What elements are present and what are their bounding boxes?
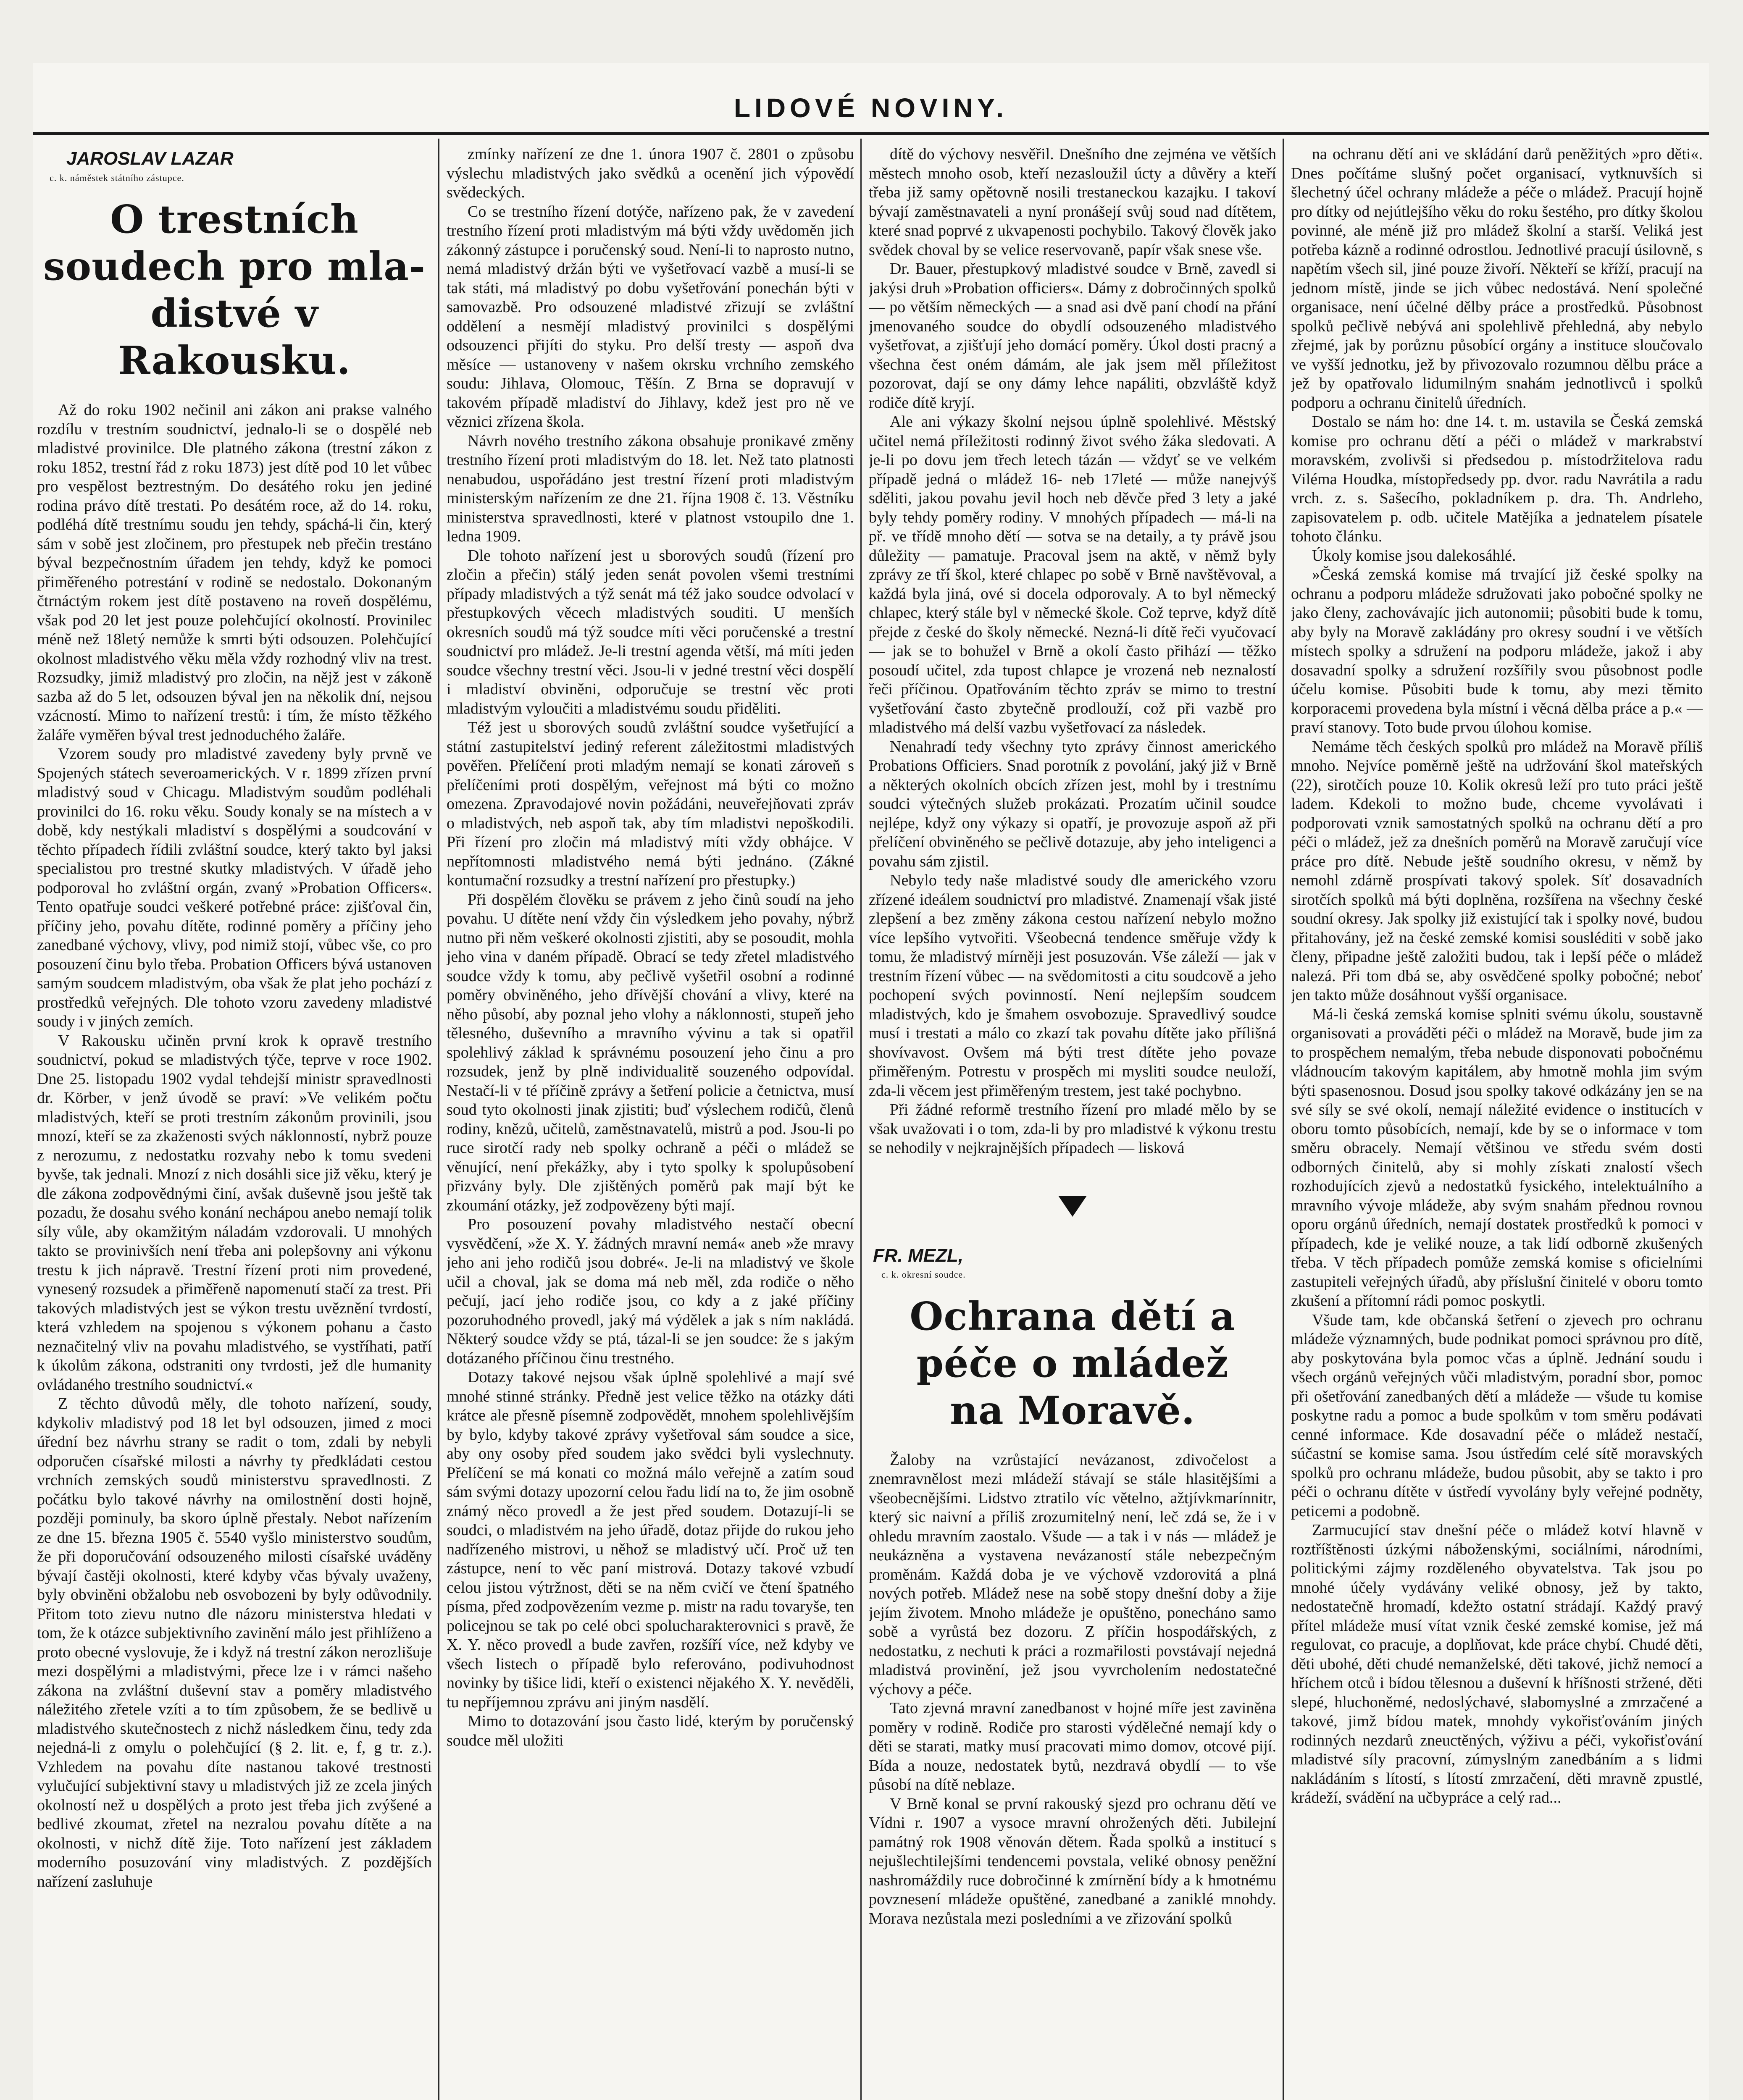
paragraph: Dotazy takové nejsou však úplně spolehlivé a mají své mnohé stinné stránky. Předně jest velice těžko na otázky dáti krátce ale přesně písemně zodpovědět, mnohem spolehlivějším by bylo, kdyby takové zprávy vyšetřoval sám soudce a sice, aby ony osoby před soudem jako svědci byli vyslechnuty. Přelíčení se má konati co možná málo veřejně a zatím soud sám svými dotazy upozorní celou řadu lidí na to, že jim osobně známý něco provedl a že jest před soudem. Dotazují-li se soudci, o mladistvém na jeho úřadě, dotaz přijde do rukou jeho nadřízeného mistrovi, u něhož se mladistvý učí. Proč už ten zástupce, není to věc paní mistrová. Dotazy takové vzbudí celou jistou výtržnost, děti se na něm cvičí ve čtení špatného písma, před zodpovězením vezme p. mistr na radu tovaryše, ten policejnou se tak po celé obci spolucharakterovnici s pravě, že X. Y. něco provedl a bude zavřen, rozšíří více, než kdyby ve všech listech o případě bylo referováno, podivuhodnost novinky by tišice lidi, kteří o existenci nějakého X. Y. nevěděli, tu nepříjemnou zprávu ani jiným nasdělí. [447, 1368, 854, 1711]
article2-author-role: c. k. okresní soudce. [881, 1269, 966, 1280]
column-rule-3 [1283, 139, 1284, 2100]
paragraph: »Česká zemská komise má trvající již české spolky na ochranu a podporu mládeže sdružovati jako pobočné spolky ne jako členy, zachovávajíc jich autonomii; působiti bude k tomu, aby byly na Moravě zakládány pro okresy soudní i ve větších místech spolky a sdružení na podporu mládeže, jakož i aby dosavadní spolky a sdružení rozšířily svou působnost podle účelu komise. Působiti bude k tomu, aby mezi těmito korporacemi provedena byla místní i věcná dělba práce a p.« — praví stanovy. Toto bude prvou úlohou komise. [1291, 566, 1703, 736]
paragraph: Ale ani výkazy školní nejsou úplně spolehlivé. Městský učitel nemá příležitosti rodinný život svého žáka sledovati. A je-li po dovu jem třech letech tázán — vždyť se ve velkém případě jedná o mládež 16- neb 17leté — může nanejvýš sděliti, jakou povahu jevil hoch neb děvče před 3 lety a jaké byly tehdy poměry rodiny. V mnohých případech — má-li na př. ve třídě mnoho dětí — sotva se na detaily, a ty právě jsou důležity — pamatuje. Pracoval jsem na aktě, v němž byly zprávy ze tří škol, které chlapec po sobě v Brně navštěvoval, a každá byla jiná, ové si docela odporovaly. A to byl německý chlapec, který stále byl v německé škole. Což teprve, když dítě přejde z české do školy německé. Nezná-li dítě řeči vyučovací — jak se to bohužel v Brně a okolí často přihází — těžko posoudí učitel, zda tupost chlapce je vrozená neb neznalostí řeči příčinou. Opatřováním těchto zpráv se mimo to trestní vyšetřování často zbytečně prodlouží, což při vazbě pro mladistvého má delší vazbu vyšetřovací za následek. [869, 413, 1276, 736]
paragraph: Tato zjevná mravní zanedbanost v hojné míře jest zaviněna poměry v rodině. Rodiče pro starosti výdělečné nemají kdy o děti se starati, matky musí pracovati mimo domov, otcové pijí. Bída a nouze, nedostatek bytů, nezdravá obydlí — to vše působí na dítě neblaze. [869, 1699, 1276, 1793]
masthead [33, 92, 1709, 130]
article1-headline [37, 196, 432, 384]
paragraph: Co se trestního řízení dotýče, nařízeno pak, že v zavedení trestního řízení proti mladistvým má býti vždy uvědoměn jich zákonný zástupce i poručenský soud. Není-li to naprosto nutno, nemá mladistvý držán býti ve vyšetřovací vazbě a musí-li se tak státi, má mladistvý po dobu vyšetřování ponechán býti v samovazbě. Pro odsouzené mladistvé zřizují se zvláštní oddělení a nesmějí mladistvý provinilci s dospělými odsouzenci přijíti do styku. Pro delší tresty — aspoň dva měsíce — ustanoveny v našem okrsku vrchního zemského soudu: Jihlava, Olomouc, Těšín. Z Brna se dopravují v takovém případě mladiství do Jihlavy, kdež jest pro ně ve věznici zřízena škola. [447, 202, 854, 430]
paragraph: Nemáme těch českých spolků pro mládež na Moravě příliš mnoho. Nejvíce poměrně ještě na udržování škol mateřských (22), sirotčích pouze 10. Kolik okresů leží pro tuto práci ještě ladem. Kdekoli to možno bude, chceme vyvolávati i podporovati vznik samostatných spolků na ochranu dětí a pro péči o mládež, jež za dnešních poměrů na Moravě zaručují více práce pro dítě. Nebude ještě soudního okresu, v němž by nemohl zdárně prospívati takový spolek. Síť dosavadních sirotčích spolků má býti doplněna, rozšířena na všechny české soudní okresy. Jak spolky již existující tak i spolky nové, budou přitahovány, jež na české zemské komisi sousléditi v sobě jako členy, připadne ještě založiti budou, tak i lepší péče o mládež nalezá. Při tom dbá se, aby osvědčené spolky pobočné; neboť jen takto může dosáhnout vyšší organisace. [1291, 738, 1703, 1004]
column-1 [37, 145, 432, 2100]
paragraph: Dr. Bauer, přestupkový mladistvé soudce v Brně, zavedl si jakýsi druh »Probation officiers«. Dámy z dobročinných spolků — po větším německých — a snad asi dvě paní chodí na přání jmenovaného soudce do obydlí odsouzeného mladistvého vyšetřovat, a zjišťují jeho domácí poměry. Úkol dosti pracný a všechna čest oném dámám, ale jak jsem měl příležitost pozorovat, dají se ony dámy lehce napáliti, obzvláště když rodiče dítě kryjí. [869, 260, 1276, 412]
article2-headline-line1: Ochrana dětí a péče o mládež [910, 1293, 1236, 1386]
paragraph: zmínky nařízení ze dne 1. února 1907 č. 2801 o způsobu výslechu mladistvých jako svědků a ocenění jich výpovědí svědeckých. [447, 145, 854, 201]
paragraph: Nebylo tedy naše mladistvé soudy dle amerického vzoru zřízené ideálem soudnictví pro mladistvé. Znamenají však jisté zlepšení a bez změny zákona cestou nařízení nebylo možno více lepšího vytvořiti. Všeobecná tendence směřuje vždy k tomu, že mladistvý mírněji jest posuzován. Vše záleží — jak v trestním řízení vůbec — na svědomitosti a citu soudcově a jeho pochopení svých povinností. Není nejlepším soudcem mladistvých, kdo je šmahem osvobozuje. Spravedlivý soudce musí i trestati a málo co zkazí tak povahu dítěte jako přílišná shovívavost. Ovšem má býti trest dítěte jeho povaze přiměřeným. Potrestu v prospěch mi mysliti soudce neuloží, zda-li věcem jest přiměřeným trestem, jest také pochybno. [869, 872, 1276, 1100]
article1-column2-body [447, 145, 854, 1750]
paragraph: V Rakousku učiněn první krok k opravě trestního soudnictví, pokud se mladistvých týče, teprve v roce 1902. Dne 25. listopadu 1902 vydal tehdejší ministr spravedlnosti dr. Körber, v jenž úvodě se praví: »Ve velikém počtu mladistvých, kteří se proti trestním zákonům provinili, jsou mnozí, kteří se za zkaženosti svých náklonností, nybrž pouze z nerozumu, z nedostatku rozvahy nebo k tomu svedeni byvše, tak jednali. Mnozí z nich dosáhli sice již věku, který je dle zákona zodpovědnými činí, avšak duševně jsou ještě tak pozadu, že dosahu svého konání nechápou anebo nemají tolik síly vůle, aby okamžitým náladám vzdorovali. U mnohých takto se provinivších není třeba ani polepšovny ani výkonu trestu k jich nápravě. Trestní řízení proti nim provedené, vynesený rozsudek a přiměřeně napomenutí stačí za trest. Při takových mladistvých jest se výkon trestu uvěznění tvrdostí, která vzhledem na spojenou s výkonem pohanu a často neznačitelný vliv na povahu mladistvého, se vystříhati, patří k úkolům zákona, odstraniti ony tvrdosti, jež dle humanity ovládaného trestního soudnictví.« [37, 1032, 432, 1394]
newspaper-page [33, 63, 1709, 2100]
paragraph: Vzorem soudy pro mladistvé zavedeny byly prvně ve Spojených státech severoamerických. V r. 1899 zřízen první mladistvý soud v Chicagu. Mladistvým soudům podléhali provinilci do 16. roku věku. Soudy konaly se na místech a v době, kdy nestýkali mladiství s dospělými a soudcování v těchto případech řídili zvláštní soudce, který takto byl jaksi specialistou pro trestné skutky mladistvých. V úřadě jeho podporoval ho zvláštní orgán, zvaný »Probation Officers«. Tento opatřuje soudci veškeré potřebné práce: zjišťoval čin, příčiny jeho, povahu dítěte, rodinné poměry a příčiny jeho zanedbané výchovy, vlivy, pod nimiž stojí, vůbec vše, co pro posouzení činu bylo třeba. Probation Officers bývá ustanoven samým soudcem mladistvým, oba však že plat jeho pochází z prostředků veřejných. Dle tohoto vzoru zavedeny mladistvé soudy i v jiných zemích. [37, 745, 432, 1030]
paragraph: Dostalo se nám ho: dne 14. t. m. ustavila se Česká zemská komise pro ochranu dětí a péči o mládež v markrabství moravském, zvolivši si předsedou p. místodržitelova radu Viléma Houdka, místopředsedy pp. dvor. radu Navrátila a radu vrch. z. s. Sašecího, pokladníkem p. dra. Th. Andrleho, zapisovatelem p. odb. učitele Matějíka a jednatelem písatele tohoto článku. [1291, 413, 1703, 545]
column-2 [447, 145, 854, 2100]
masthead-title: LIDOVÉ NOVINY. [733, 93, 1008, 123]
paragraph: Z těchto důvodů měly, dle tohoto nařízení, soudy, kdykoliv mladistvý pod 18 let byl odsouzen, jimed z moci úřední bez návrhu strany se radit o tom, zdali by nebyli odporučen císařské milosti a návrhy ty předkládati cestou vrchních zemských soudů ministerstvu spravedlnosti. Z počátku bylo takové návrhy na omilostnění dosti hojně, později pominuly, ba skoro úplně přestaly. Nebot nařízením ze dne 15. března 1905 č. 5540 vyšlo ministerstvo soudům, že při doporučování odsouzeného milosti císařské uváděny bývají častěji okolnosti, které kdyby včas bývaly uvaženy, byly obviněni obžalobu neb osvobozeni by byly odůvodnily. Přitom toto zievu nutno dle názoru ministerstva hledati v tom, že k otázce subjektivního zavinění málo jest přihlíženo a proto obecné vyslovuje, že i když ná trestní zákon nerozlišuje mezi dospělými a mladistvými, přece lze i v rámci našeho zákona na zvláštní duševní stav a poměry mladistvého náležitého zřetele vzíti a to tím způsobem, že se bedlivě u mladistvého skutečnostech z nichž následkem činu, tedy zda nejedná-li z omylu o polehčující (§ 2. lit. e, f, g tr. z.). Vzhledem na povahu díte nastanou takové trestnosti vylučující subjektivní stavy u mladistvých již ze zcela jiných okolností než u dospělých a proto jest třeba jich zvýšené a bedlivé zkoumat, zřetel na nezralou povahu dítěte a na okolnosti, v nichž dítě žije. Toto nařízení jest základem moderního posuzování viny mladistvých. Z pozdějších nařízení zasluhuje [37, 1395, 432, 1890]
paragraph: V Brně konal se první rakouský sjezd pro ochranu dětí ve Vídni r. 1907 a vysoce mravní ohrožených děti. Jubilejní památný rok 1908 věnován dětem. Řada spolků a institucí s nejušlechtilejšími tendencemi povstala, veliké obnosy peněžní nashromáždily ruce dobročinné k zmírnění bídy a k hmotnému povznesení mládeže opuštěné, zanedbané a zaniklé mnohdy. Morava nezůstala mezi posledními a ve zřizování spolků [869, 1795, 1276, 1927]
paragraph: Až do roku 1902 nečinil ani zákon ani prakse valného rozdílu v trestním soudnictví, jednalo-li se o dospělé neb mladistvé provinilce. Dle platného zákona (trestní zákon z roku 1852, trestní řád z roku 1873) jest dítě pod 10 let vůbec pro vespělost beztrestným. Do desátého roku jen jediné rodina právo dítě trestati. Po desátém roce, až do 14. roku, podléhá dítě trestnímu soudu jen tehdy, spáchá-li čin, který sám v sobě jest zločinem, pro přestupek neb přečin trestáno býval bezpečnostním úřadem jen tehdy, když ke pomoci přiměřeného potrestání v rodině se nedostalo. Dokonaným čtrnáctým rokem jest dítě postaveno na roveň dospělému, však pod 20 let jest pouze polehčující okolností. Provinilec méně než 18letý nemůže k smrti býti odsouzen. Polehčující okolnost mladistvého věku měla vždy rozhodný vliv na trest. Rozsudky, jimiž mladistvý pro zločin, na nějž jest v zákoně sazba až do 5 let, odsouzen býval jen na několik dní, nejsou vzácností. Mimo to nařízení trestů: i tím, že místo těžkého žaláře vyměřen býval trest jednoduchého žaláře. [37, 401, 432, 744]
column-rule-2 [860, 139, 862, 2100]
article1-column1-body [37, 401, 432, 1891]
paragraph: Návrh nového trestního zákona obsahuje pronikavé změny trestního řízení proti mladistvým do 18. let. Než tato platnosti nenabudou, uspořádáno jest trestní řízení proti mladistvým ministerským nařízením ze dne 21. října 1908 č. 13. Věstníku ministerstva spravedlnosti, které v platnost vstoupilo dne 1. ledna 1909. [447, 432, 854, 545]
column-rule-1 [438, 139, 439, 2100]
paragraph: Též jest u sborových soudů zvláštní soudce vyšetřující a státní zastupitelství jediný referent záležitostmi mladistvých pověřen. Přelíčení proti mladým nemají se konati zároveň s přelíčeními proti dospělým, veřejnost má býti co možno omezena. Zpravodajové novin požádáni, neuveřejňovati zpráv o mladistvých, neb aspoň tak, aby tím mladistvi nepoškodili. Při řízení pro zločin má mladistvý míti vždy obhájce. V nepřítomnosti mladistvého nemá býti jednáno. (Zákné kontumační rozsudky a trestní nařízení pro přestupky.) [447, 719, 854, 889]
paragraph: na ochranu dětí ani ve skládání darů peněžitých »pro děti«. Dnes počítáme slušný počet organisací, vytknuvších si šlechetný účel ochrany mládeže a péče o mládež. Pracují hojně pro dítky od nejútlejšího věku do roku šestého, pro dítky školou povinné, ale méně již pro mládež školní a starší. Veliká jest potřeba kázně a rodinné odrostlou. Jednotlivé pracují úsilovně, s napětím všech sil, jiné pouze živoří. Někteří se kříží, pracují na jednom místě, jinde se jich vůbec nedostává. Není společné organisace, není účelné dělby práce a prostředků. Působnost spolků pečlivě nebývá ani spolehlivě přehledná, aby nebylo zřejmé, jak by porůznu působící orgány a instituce sloučovalo ve vyšší jednotku, jež by přivozovalo rozumnou dělbu práce a jež by opatřovalo lidumilným snahám jednotlivců i spolků podporu a ochranu činitelů úředních. [1291, 145, 1703, 412]
paragraph: Nenahradí tedy všechny tyto zprávy činnost amerického Probations Officiers. Snad porotník z povolání, jaký již v Brně a některých okolních obcích zřízen jest, mohl by i trestnímu soudci výtečných služeb prokázati. Prozatím učinil soudce nejlépe, když ony výkazy si opatří, je provozuje aspoň až při přelíčení obviněného se pečlivě dotazuje, aby jeho inteligenci a povahu sám zjistil. [869, 738, 1276, 870]
column-3 [869, 145, 1276, 2100]
paragraph: Při dospělém člověku se právem z jeho činů soudí na jeho povahu. U dítěte není vždy čin výsledkem jeho povahy, nýbrž nutno při něm veškeré okolnosti zjistiti, aby se posoudit, mohla jeho vina v daném případě. Obrací se tedy zřetel mladistvého soudce vždy k tomu, aby pečlivě vyšetřil osobní a rodinné poměry obviněného, jeho dřívější chování a vlivy, které na něho působí, aby poznal jeho vlohy a náklonnosti, stupeň jeho tělesného, duševního a mravního vývinu a tak si opatřil spolehlivý základ k správnému posouzení jeho činu a pro rozsudek, jenž by plně individualitě souzeného odpovídal. Nestačí-li v té příčině zprávy a šetření policie a četnictva, musí soud tyto okolnosti jinak zjistiti; buď výslechem rodičů, členů rodiny, knězů, učitelů, zaměstnavatelů, mistrů a pod. Jsou-li po ruce sirotčí rady neb spolky ochraně a péči o mládež se věnující, není překážky, aby i tyto spolky k spolupůsobení přizvány byly. Dle zjištěných poměrů pak mají být ke zkoumání otázky, jež zodpovězeny býti mají. [447, 890, 854, 1214]
article2-author: FR. MEZL, [873, 1245, 964, 1266]
paragraph: Při žádné reformě trestního řízení pro mladé mělo by se však uvažovati i o tom, zda-li by pro mladistvé k výkonu trestu se nehodily v nejkrajnějších případech — lisková [869, 1101, 1276, 1157]
paragraph: dítě do výchovy nesvěřil. Dnešního dne zejména ve větších městech mnoho osob, kteří nezasloužil úcty a důvěry a kteří třeba již samy opětovně nosili trestaneckou kazajku. I takoví bývají zaměstnavateli a nyní pronášejí svůj soud nad dítětem, které snad poprvé z ukvapenosti pochybilo. Takový člověk jako svědek choval by se velice reservovaně, papír však snese vše. [869, 145, 1276, 259]
paragraph: Mimo to dotazování jsou často lidé, kterým by poručenský soudce měl uložiti [447, 1712, 854, 1749]
article2-column4-body [1291, 145, 1703, 1808]
paragraph: Všude tam, kde občanská šetření o zjevech pro ochranu mládeže významných, bude podnikat pomoci správnou pro dítě, aby poskytována byla pomoc včas a úplně. Jednání soudu i všech orgánů veřejných vůči mladistvým, poradní sbor, pomoc při ošetřování zanedbaných dětí a mládeže — všude tu komise poskytne radu a pomoc a bude spolkům v tom směru podávati cenné informace. Kde dosavadní péče o mládež nestačí, súčastní se komise sama. Jsou ústředím celé sítě moravských spolků pro ochranu mládeže, budou působit, aby se takto i pro péči o ochranu dítěte v ústředí vyvolány byly veřejné podněty, peticemi a podobně. [1291, 1311, 1703, 1520]
paragraph: Žaloby na vzrůstající nevázanost, zdivočelost a znemravnělost mezi mládeží stávají se stále hlasitějšími a všeobecnějšími. Lidstvo ztratilo víc větelno, ažtjívkmarínnitr, který sic naivní a příliš zrozumitelný není, leč zdá se, že i v ohledu mravním zaostalo. Všude — a tak i v nás — mládež je neukázněna a vystavena nevázaností stále nebezpečným proměnám. Každá doba je ve výchově vzdorovitá a plná nových potřeb. Mládež nese na sobě stopy dnešní doby a žije jejím životem. Mnoho mládeže je opuštěno, ponecháno samo sobě a vyrůstá bez dozoru. Z příčin hospodářských, z nedostatku, z nechuti k práci a rozmařilosti povstávají nejedná mladistvá provinění, jež jsou vyvrcholením nedostatečné výchovy a péče. [869, 1451, 1276, 1698]
article2-column3-body [869, 1451, 1276, 1929]
masthead-rule [33, 132, 1709, 135]
article1-author: JAROSLAV LAZAR [66, 148, 234, 169]
article2-headline-line2: na Moravě. [950, 1387, 1195, 1433]
article1-headline-line2: distvé v Rakousku. [118, 291, 351, 383]
article-end-triangle-icon [1058, 1196, 1087, 1217]
column-4 [1291, 145, 1703, 2100]
paragraph: Úkoly komise jsou dalekosáhlé. [1312, 546, 1516, 564]
article1-author-role: c. k. náměstek státního zástupce. [50, 172, 184, 183]
paragraph: Zarmucující stav dnešní péče o mládež kotví hlavně v roztříštěnosti úzkými náboženskými, sociálními, národními, politickými zájmy rozděleného obyvatelstva. Tak jsou po mnohé účely vydávány veliké obnosy, jež by takto, nedostatečně hromadí, kdežto ostatní strádají. Každý pravý přítel mládeže musí vítat vznik české zemské komise, jež má regulovat, co pracuje, a doplňovat, kde práce chybí. Chudé děti, děti ubohé, děti chudé nemanželské, děti takové, jichž nemocí a hříchem otců i bídou tělesnou a duševní k hříšnosti stržené, děti slepé, hluchoněmé, nedoslýchavé, slabomyslné a zmrzačené a takové, jimž bídou matek, mnohdy vykořisťováním jiných rodinných nezdarů zneuctěných, výživu a péči, vykořisťování mladistvé síly pracovní, zúmyslným zanedbáním a s lidmi nakládáním s lítostí, s lítostí zmrzačení, děti mravně zpustlé, krádeží, svádění na učbypráce a celý rad... [1291, 1521, 1703, 1806]
paragraph: Má-li česká zemská komise splniti svému úkolu, soustavně organisovati a prováděti péči o mládež na Moravě, bude jim za to prospěchem nemalým, třeba nebude disponovati pobočnému vládnoucím takovým kapitálem, aby hmotně mohla jim svým býti spasenosnou. Dosud jsou spolky takové odkázány jen se na své síly se své okolí, nemají náležité evidence o institucích v oboru tomto působících, nemají, kde by se o informace v tom směru obracely. Nemají většinou ve středu svém dosti odborných činitelů, aby si mohly získati znalostí všech rozhodujících zjevů a nedostatků fysického, intelektuálního a mravního vývoje mládeže, aby svým snahám přednou rovnou oporu orgánů úředních, nemají dostatek prostředků k pomoci v případech, kde je veliké nouze, a tak lidí odborně zkušených třeba. V těch případech pomůže zemská komise s oficielními zastupiteli veřejných úřadů, aby příslušní činitelé v oboru tomto zkušení a přítomní rádi pomoc poskytli. [1291, 1005, 1703, 1310]
article2-headline [869, 1293, 1276, 1434]
paragraph: Dle tohoto nařízení jest u sborových soudů (řízení pro zločin a přečin) stálý jeden senát povolen všemi trestními případy mladistvých a týž senát má též jako soudce odvolací v přestupkových věcech mladistvých souditi. U menších okresních soudů má týž soudce míti věci poručenské a trestní soudnictví pro mládež. Je-li trestní agenda větší, má míti jeden soudce všechny trestní věci. Jsou-li v jedné trestní věci dospělí i mladiství obviněni, odporučuje se trestní věc proti mladistvým vyloučiti a mladistvému soudu přiděliti. [447, 546, 854, 717]
paragraph: Pro posouzení povahy mladistvého nestačí obecní vysvědčení, »že X. Y. žádných mravní nemá« aneb »že mravy jeho ani jeho rodičů jsou dobré«. Je-li na mladistvý ve škole učil a choval, jak se doma má neb měl, zda rodiče o něho pečují, jací jeho rodiče jsou, co kdy a z jaké příčiny pozoruhodného provedl, jaký má výdělek a jak s ním nakládá. Některý soudce vždy se ptá, tázal-li se jen soudce: že s jakým dotázaného příčinou činu trestného. [447, 1215, 854, 1367]
article1-headline-line1: O trestních soudech pro mla- [43, 197, 426, 289]
article1-column3-body [869, 145, 1276, 1158]
